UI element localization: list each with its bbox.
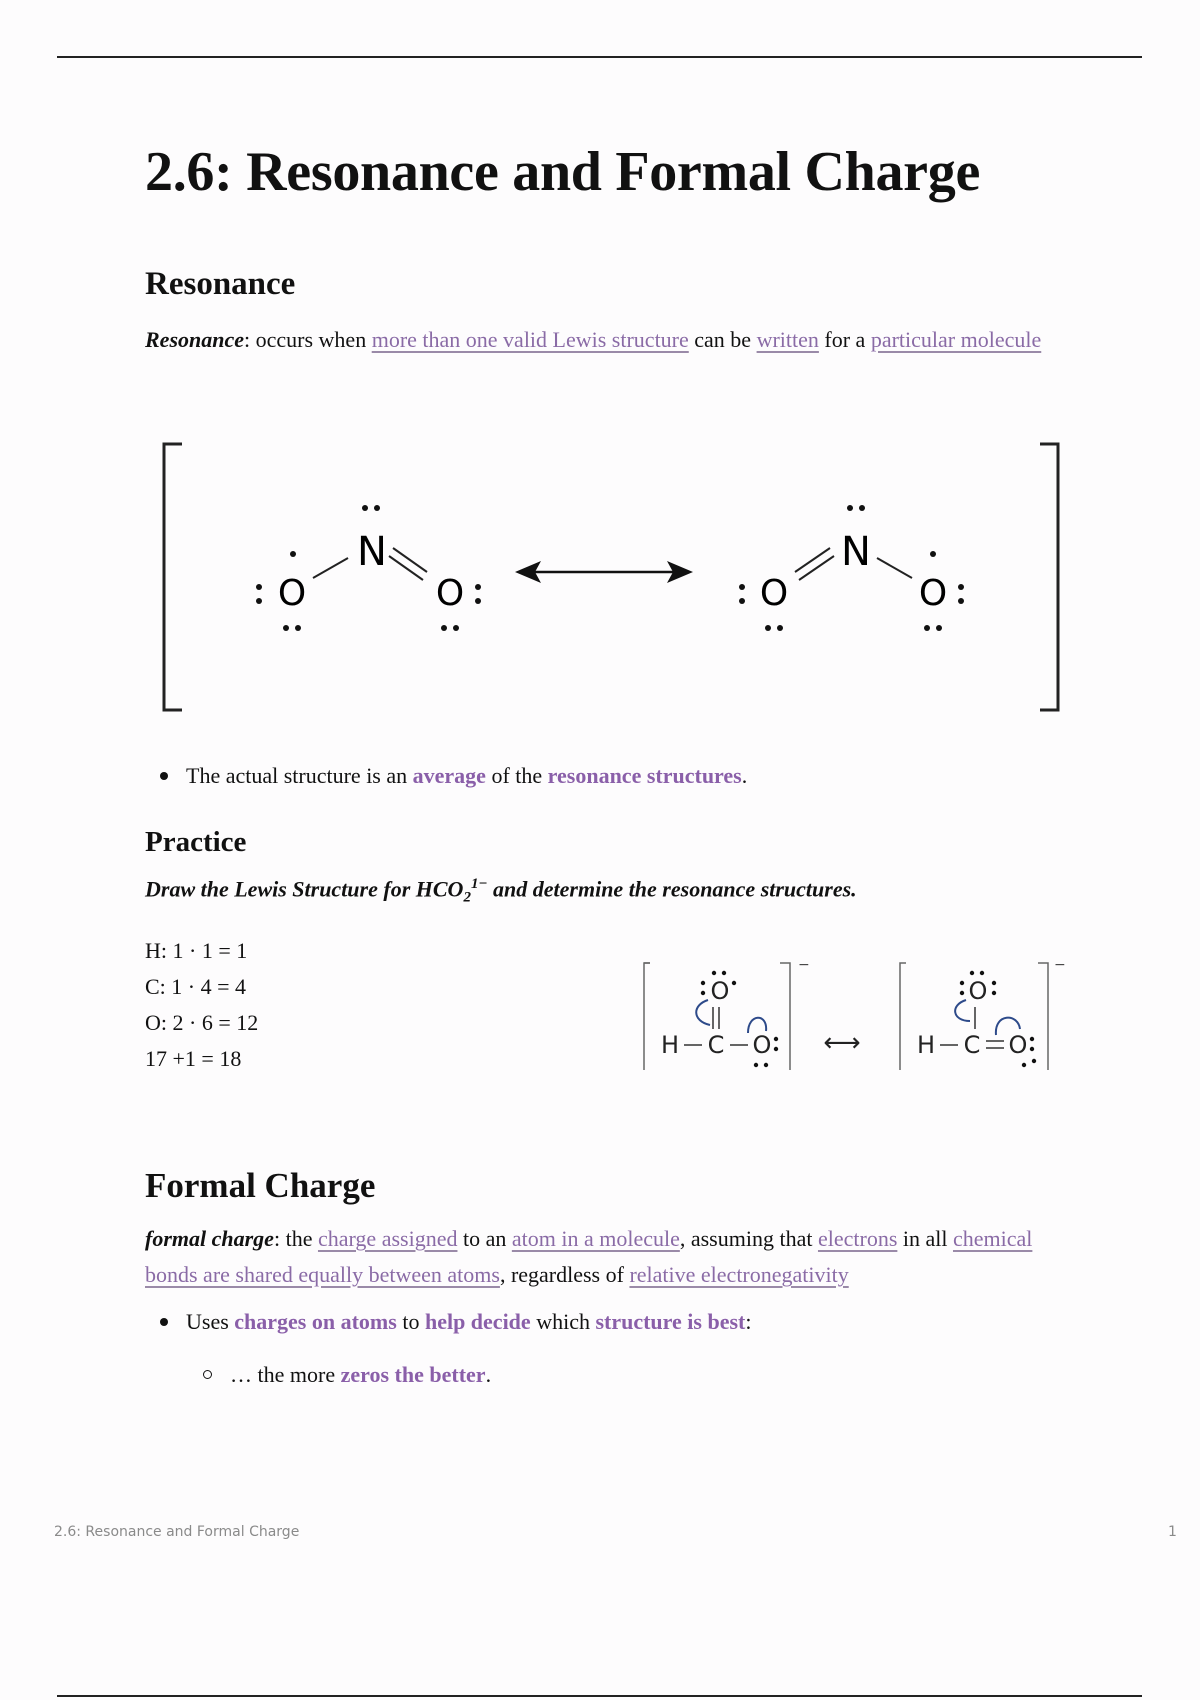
hco2-resonance-diagram: [640, 955, 1066, 1075]
left-bracket: [900, 963, 906, 1070]
colon: :: [244, 327, 251, 352]
text: of the: [485, 763, 548, 788]
electron-count-list: [145, 933, 258, 1077]
count-line: O: 2 · 6 = 12: [145, 1010, 259, 1035]
text: the: [280, 1226, 318, 1251]
page-number: 1: [1168, 1524, 1177, 1540]
text: .: [741, 763, 748, 788]
text: occurs when: [250, 327, 372, 352]
text: , assuming that: [679, 1226, 818, 1251]
no2-resonance-diagram: [145, 440, 1085, 715]
double-bond: [795, 548, 830, 572]
text: can be: [688, 327, 757, 352]
resonance-heading: Resonance: [145, 266, 296, 302]
oxygen-atom: O: [752, 1031, 772, 1059]
text: for a: [818, 327, 871, 352]
right-bracket: [1040, 444, 1058, 710]
carbon-atom: C: [707, 1031, 725, 1059]
list-item: [160, 1304, 752, 1340]
double-bond-line: [389, 556, 423, 580]
hco2-structure-2: [917, 971, 1036, 1067]
bullet-icon: [160, 772, 168, 780]
resonance-term: Resonance: [145, 327, 244, 352]
text: :: [745, 1309, 752, 1334]
oxygen-atom: O: [968, 977, 988, 1005]
count-line: 17 +1 = 18: [145, 1046, 242, 1071]
single-bond: [313, 558, 348, 578]
text: which: [530, 1309, 596, 1334]
bottom-rule: [57, 1695, 1142, 1697]
highlight-structure-is-best: structure is best: [595, 1309, 746, 1334]
oxygen-atom: O: [918, 573, 948, 614]
link-charge-assigned[interactable]: charge assigned: [317, 1226, 458, 1251]
text: in all: [897, 1226, 953, 1251]
resonance-arrow-icon: ⟷: [823, 1028, 861, 1058]
practice-heading: Practice: [145, 826, 247, 858]
formal-charge-term: formal charge: [145, 1226, 274, 1251]
colon: :: [273, 1226, 281, 1251]
text: to an: [457, 1226, 512, 1251]
curved-arrow-icon: [696, 1000, 710, 1025]
list-item-nested: [203, 1357, 491, 1393]
text: Uses: [186, 1309, 235, 1334]
link-chemical-bonds-shared-equally[interactable]: chemical bonds are shared equally between atoms: [145, 1226, 1033, 1287]
formal-charge-heading: Formal Charge: [145, 1166, 376, 1205]
left-bracket: [164, 444, 182, 710]
oxygen-atom: O: [759, 573, 789, 614]
practice-prompt: [145, 876, 857, 907]
hydrogen-atom: H: [916, 1031, 936, 1059]
count-line: C: 1 · 4 = 4: [145, 974, 247, 999]
oxygen-atom: O: [277, 573, 307, 614]
carbon-atom: C: [963, 1031, 981, 1059]
oxygen-atom: O: [435, 573, 465, 614]
text: to: [396, 1309, 425, 1334]
text: The actual structure is an: [186, 763, 413, 788]
highlight-charges-on-atoms: charges on atoms: [234, 1309, 397, 1334]
highlight-zeros-the-better: zeros the better: [340, 1362, 486, 1387]
link-particular-molecule[interactable]: particular molecule: [870, 327, 1042, 352]
text: .: [485, 1362, 492, 1387]
link-written[interactable]: written: [756, 327, 819, 352]
text: … the more: [230, 1362, 341, 1387]
resonance-structure-1: [256, 505, 481, 631]
oxygen-atom: O: [710, 977, 730, 1005]
nitrogen-atom: N: [841, 529, 871, 575]
nitrogen-atom: N: [357, 529, 387, 575]
charge-sign: −: [1054, 957, 1066, 973]
link-atom-in-a-molecule[interactable]: atom in a molecule: [511, 1226, 680, 1251]
hydrogen-atom: H: [660, 1031, 680, 1059]
superscript: 1−: [470, 876, 488, 892]
charge-sign: −: [798, 957, 810, 973]
resonance-definition: [145, 322, 1045, 358]
page-title: 2.6: Resonance and Formal Charge: [145, 141, 980, 203]
formal-charge-definition: [145, 1221, 1045, 1293]
highlight-average: average: [412, 763, 486, 788]
highlight-help-decide: help decide: [424, 1309, 531, 1334]
right-bracket: [1038, 963, 1048, 1070]
double-bond-line: [799, 556, 834, 580]
footer-title: 2.6: Resonance and Formal Charge: [54, 1524, 300, 1540]
double-bond: [393, 548, 427, 572]
oxygen-atom: O: [1008, 1031, 1028, 1059]
resonance-structure-2: [739, 505, 964, 631]
text: Draw the Lewis Structure for HCO: [145, 876, 464, 902]
link-relative-electronegativity[interactable]: relative electronegativity: [629, 1262, 849, 1287]
list-item: [160, 758, 747, 794]
link-more-than-one-valid-lewis-structure[interactable]: more than one valid Lewis structure: [371, 327, 689, 352]
text: , regardless of: [499, 1262, 630, 1287]
count-line: H: 1 · 1 = 1: [145, 938, 248, 963]
link-electrons[interactable]: electrons: [817, 1226, 898, 1251]
highlight-resonance-structures: resonance structures: [547, 763, 742, 788]
bullet-icon: [160, 1318, 168, 1326]
left-bracket: [644, 963, 650, 1070]
top-rule: [57, 56, 1142, 58]
circle-bullet-icon: [203, 1370, 212, 1379]
text: and determine the resonance structures.: [487, 876, 857, 902]
single-bond: [877, 558, 912, 578]
resonance-arrow-icon: [515, 561, 693, 583]
subscript: 2: [463, 889, 471, 906]
hco2-structure-1: [661, 971, 778, 1067]
right-bracket: [780, 963, 790, 1070]
